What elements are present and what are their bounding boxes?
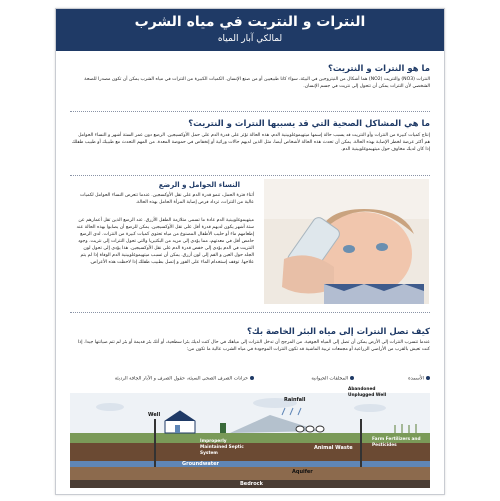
label-animal-waste: Animal Waste: [314, 445, 353, 451]
label-farm-fertilizers: Farm Fertilizers and Pesticides: [372, 437, 421, 448]
page-title: النترات و النتريت في مياه الشرب: [134, 14, 366, 30]
legend-label: خزانات الصرف الصحي السيئة، حقول الصرف و الآبار الجافة الرديئة: [114, 376, 248, 382]
divider: [70, 175, 430, 176]
section-body-what-is: النترات (NO3) والنتريت (NO2) هما أشكال من النيتروجين في البيئة، سواء كانا طبيعيين أو من صنع الإنسان. الكميات الكبيرة من النترات في مياه الشرب يمكن أن تكون مصدرا للصحة الشخصي لأن النترات يمكن أن تتحول إلى نتريت في جسم الإنسان.: [84, 77, 430, 89]
fact-sheet-page: [55, 8, 445, 495]
label-rainfall: Rainfall: [284, 397, 306, 403]
header-banner: [56, 9, 444, 51]
label-septic-system: Improperly Maintained Septic System: [200, 439, 244, 456]
page-subtitle: لمالكي آبار المياه: [217, 34, 283, 44]
bullet-icon: [350, 376, 354, 380]
section-heading-how-reach: كيف تصل النترات إلى مياه البئر الخاصة بك؟: [247, 327, 430, 337]
section-body-how-reach: عندما تتسرب النترات إلى الأرض يمكن أن تصل إلى المياه الجوفية. من المرجح أن تدخل النترات إلى مياهك في حال كنت لديك بئرا سطحية، أو أنك بئر قديمة أو بئر لم تتم صيانتها جيدا. إذا كنت تعيش بالقرب من الأراضي الزراعية أو مجمعات تربية الماشية قد تكون النترات الموجودة في مياه الشرب عالية ما تكون من:: [77, 340, 430, 352]
section-body-health: إنتاج كميات كبيرة من النترات وأو النتريت قد يسبب حالة إسمها ميتهيموغلوبينية الدم، هذه الحالة تؤثر على قدرة الدم على حمل الأوكسيجين. الرضع دون عمر الستة أشهر و النساء الحوامل هم أكثر عرضة لخطر الإصابة بهذه الحالة. يمكن أن تحدث هذه الحالة لأشخاص أيضا، مثل الذين لديهم حالات وراثية أو إنخفاض في حموضة المعدة. من المهم التحدث مع طبيبك أو طبيب طفلك إذا كان لديك مخاوف حول ميتهيموغلوبينية الدم.: [72, 133, 430, 152]
baby-photo: [264, 179, 429, 304]
bullet-icon: [250, 376, 254, 380]
legend-item-septic: [115, 376, 254, 382]
bullet-icon: [426, 376, 430, 380]
legend-item-fertilizers: [408, 376, 430, 382]
groundwater-diagram: [70, 387, 430, 488]
legend-label: المخلفات الحيوانية: [311, 376, 348, 382]
divider: [70, 312, 430, 313]
section-body-pregnant: أثناء فترة الحمل، تنمو قدرة الدم على نقل الأوكسجين. عندما تتعرض النساء الحوامل لكميات عالية من النترات، تزداد فرص إصابة المرأة الحامل بهذه الحالة.: [79, 193, 254, 205]
label-groundwater: Groundwater: [182, 461, 219, 467]
section-heading-what-is: ما هو النترات و النتريت؟: [327, 64, 430, 74]
label-aquifer: Aquifer: [292, 469, 313, 475]
legend-item-animal-waste: [311, 376, 354, 382]
section-heading-health: ما هي المشاكل الصحية التي قد يسببها النترات و النتريت؟: [188, 119, 430, 129]
section-body-infants: ميتهيموغلوبينية الدم عادة ما تسمى متلازمة الطفل الأزرق. عند الرضع الذين تقل أعمارهم عن ستة أشهر يكون لديهم قدرة أقل على نقل الأوكسيجين. يمكن للرضع أن يصابوا بهذه الحالة عند إطعامهم ماء أو حليب الأطفال المصنوع من مياه تحتوي كميات كبيرة من النترات. لدى الرضع حامض أقل في معدتهم، مما يؤدي إلى مزيد من البكتيريا والتي تحول النترات إلى نتريت. وجود النتريت في الدم يؤدي إلى خفض قدرة الدم على نقل الأوكسيجين. هذا يؤدي إلى تحول لون الجلد حول العين و الفم إلى لون أزرق. يمكن أن تسبب ميتهيموغلوبينية الدم الوفاة إذا لم يتم علاجها. توقف إستخدام الماء على الفور و إتصل بطبيب طفلك إذا لاحظت هذه الأعراض.: [76, 218, 254, 265]
label-bedrock: Bedrock: [240, 481, 263, 487]
divider: [70, 111, 430, 112]
section-heading-pregnant-infants: النساء الحوامل و الرضع: [158, 181, 240, 189]
label-abandoned-well: Abandoned Unplugged Well: [348, 387, 387, 398]
label-well: Well: [148, 412, 161, 418]
legend-label: الأسمدة: [408, 376, 424, 382]
